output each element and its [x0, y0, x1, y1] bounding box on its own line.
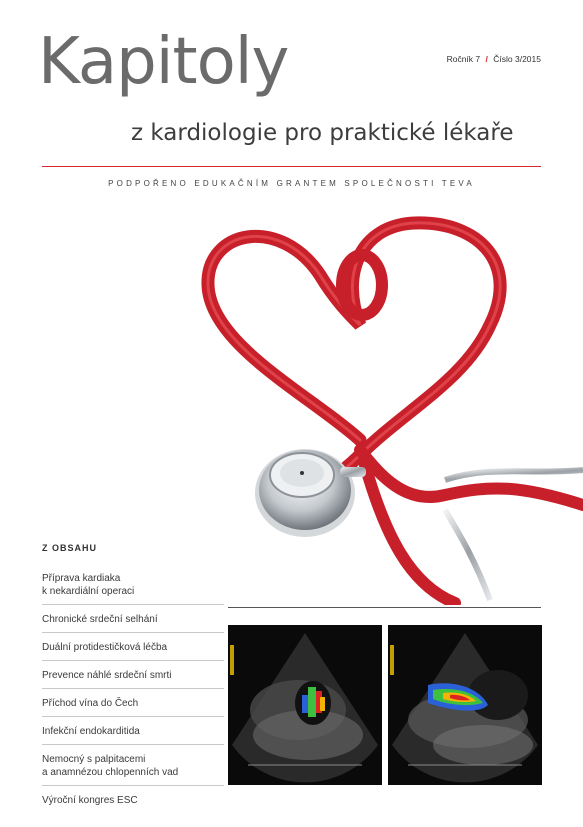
toc-item[interactable]: Příprava kardiaka k nekardiální operaci	[42, 573, 135, 597]
issue-number: Číslo 3/2015	[493, 54, 541, 64]
issue-separator: /	[485, 54, 488, 64]
toc-item[interactable]: Výroční kongres ESC	[42, 785, 224, 813]
header-divider	[42, 166, 541, 167]
toc-item[interactable]: Chronické srdeční selhání	[42, 604, 224, 632]
issue-info	[447, 54, 541, 64]
volume-label: Ročník 7	[446, 54, 481, 64]
page-subtitle: z kardiologie pro praktické lékaře	[131, 120, 514, 146]
image-divider	[228, 607, 541, 608]
echo-image-left	[228, 625, 382, 785]
echo-image-right	[388, 625, 542, 785]
toc-item[interactable]: Infekční endokarditida	[42, 716, 224, 744]
toc-item[interactable]: Příchod vína do Čech	[42, 688, 224, 716]
stethoscope-heart-image	[190, 205, 583, 605]
toc-item[interactable]: Nemocný s palpitacemi a anamnézou chlopenních vad	[42, 744, 224, 785]
grant-line: PODPOŘENO EDUKAČNÍM GRANTEM SPOLEČNOSTI TEVA	[108, 179, 475, 188]
toc-heading: Z OBSAHU	[42, 543, 97, 553]
toc-item[interactable]: Duální protidestičková léčba	[42, 632, 224, 660]
toc-list	[42, 564, 224, 813]
toc-item[interactable]: Prevence náhlé srdeční smrti	[42, 660, 224, 688]
page-title: Kapitoly	[38, 25, 289, 99]
